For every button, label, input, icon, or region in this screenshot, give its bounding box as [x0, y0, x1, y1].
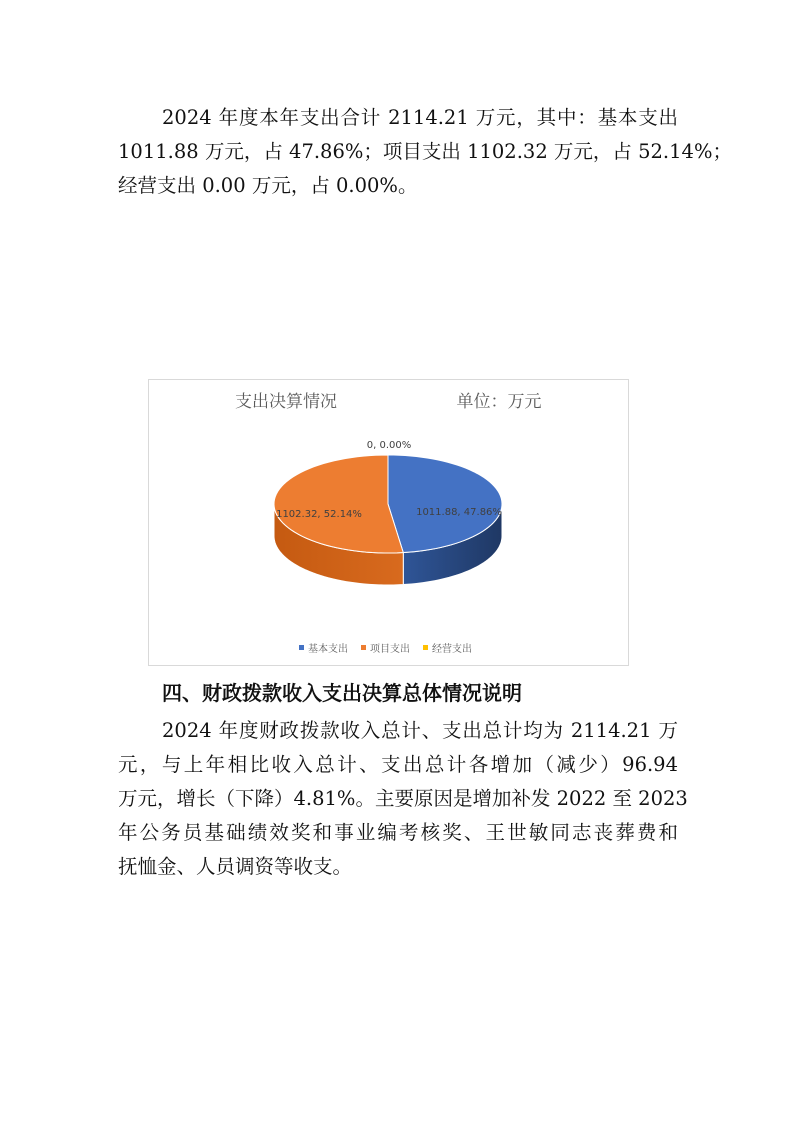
pie-data-label: 0, 0.00%: [366, 440, 412, 451]
section-heading: 四、财政拨款收入支出决算总体情况说明: [162, 681, 522, 705]
pie-data-label: 1102.32, 52.14%: [276, 509, 362, 520]
paragraph-line: 2024 年度本年支出合计 2114.21 万元，其中：基本支出: [162, 106, 678, 129]
legend-entry: 经营支出: [432, 644, 472, 655]
legend-swatch: [361, 645, 366, 650]
paragraph-line: 抚恤金、人员调资等收支。: [118, 855, 353, 878]
pie-data-label: 1011.88, 47.86%: [416, 507, 502, 518]
paragraph-line: 经营支出 0.00 万元，占 0.00%。: [118, 174, 418, 197]
paragraph-line: 元，与上年相比收入总计、支出总计各增加（减少）96.94: [118, 753, 678, 776]
pie-chart: [149, 380, 628, 665]
chart-unit-label: 单位：万元: [456, 392, 542, 412]
pie-chart-figure: [148, 379, 629, 666]
paragraph-line: 1011.88 万元，占 47.86%；项目支出 1102.32 万元，占 52.14%；: [118, 140, 732, 163]
fiscal-appropriation-paragraph: [118, 714, 688, 884]
paragraph-line: 2024 年度财政拨款收入总计、支出总计均为 2114.21 万: [162, 719, 678, 742]
legend-entry: 基本支出: [308, 644, 348, 655]
legend-swatch: [423, 645, 428, 650]
chart-title: 支出决算情况: [235, 392, 337, 412]
legend-swatch: [299, 645, 304, 650]
legend-entry: 项目支出: [370, 644, 410, 655]
expenditure-paragraph: [118, 101, 732, 203]
paragraph-line: 年公务员基础绩效奖和事业编考核奖、王世敏同志丧葬费和: [118, 821, 678, 844]
paragraph-line: 万元，增长（下降）4.81%。主要原因是增加补发 2022 至 2023: [118, 787, 688, 810]
pie-top-faces: [274, 455, 502, 553]
